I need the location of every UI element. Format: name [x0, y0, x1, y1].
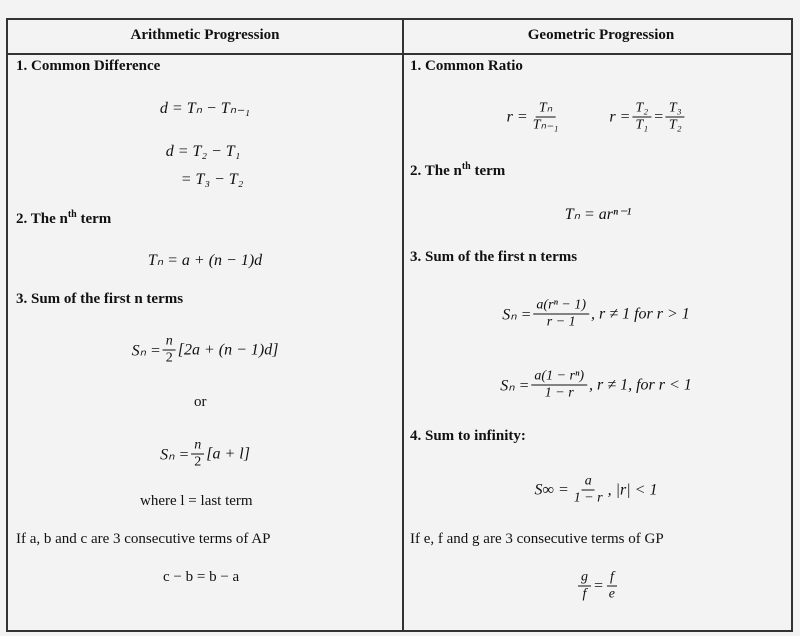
gp-sum-to-infinity-formula: S∞ = $\frac{a}{1 - r}$ , |r| < 1 [534, 473, 658, 506]
ap-common-difference-heading: 1. Common Difference [16, 58, 161, 74]
ap-sum-formula-2: Sₙ = $\frac{n}{2}$ [a + l] [160, 437, 250, 470]
ap-consecutive-terms-text: If a, b and c are 3 consecutive terms of AP [16, 531, 271, 547]
ap-sum-formula-1: Sₙ = $\frac{n}{2}$ [2a + (n − 1)d] [131, 333, 279, 366]
ap-consecutive-relation: c − b = b − a [163, 569, 240, 585]
gp-consecutive-terms-text: If e, f and g are 3 consecutive terms of GP [410, 531, 664, 547]
header-arithmetic: Arithmetic Progression [130, 27, 280, 43]
gp-ratio-formula-2: r = $\frac{\text{T₂}}{\text{T₁}}$ = $\frac{\text{T₃}}{\text{T₂}}$ [609, 101, 686, 134]
gp-sum-formula-r-greater-1: Sₙ = $\frac{\text{a(rⁿ − 1)}}{r - 1}$ , r ≠ 1 for r > 1 [502, 297, 690, 330]
gp-common-ratio-heading: 1. Common Ratio [410, 58, 523, 74]
column-divider [402, 20, 404, 630]
gp-sum-heading: 3. Sum of the first n terms [410, 249, 578, 265]
gp-nth-term-heading: 2. The $n^{th}$ term [410, 161, 506, 179]
gp-ratio-formula-1: r = $\frac{\text{Tₙ}}{\text{Tₙ₋₁}}$ [506, 100, 559, 133]
gp-sum-formula-r-less-1: Sₙ = $\frac{\text{a(1 − rⁿ)}}{1 - r}$ , r ≠ 1, for r < 1 [500, 368, 692, 401]
ap-nth-term-heading: 2. The $n^{th}$ term [16, 209, 112, 227]
last-term-note: where l = last term [140, 493, 253, 509]
ap-difference-example-1: d = T₂ − T₁ [165, 143, 241, 160]
ap-common-difference-formula: d = Tₙ − Tₙ₋₁ [159, 100, 251, 117]
header-geometric: Geometric Progression [527, 27, 675, 43]
gp-nth-term-formula: Tₙ = arⁿ⁻¹ [564, 206, 632, 223]
gp-sum-to-infinity-heading: 4. Sum to infinity: [410, 428, 526, 444]
or-text: or [194, 394, 207, 410]
ap-nth-term-formula: Tₙ = a + (n − 1)d [147, 252, 263, 269]
ap-difference-example-2: = T₃ − T₂ [180, 171, 244, 188]
header-row [8, 20, 791, 55]
ap-sum-heading: 3. Sum of the first n terms [16, 291, 184, 307]
gp-consecutive-relation: $\frac{g}{f}$ = $\frac{f}{e}$ [576, 570, 620, 603]
